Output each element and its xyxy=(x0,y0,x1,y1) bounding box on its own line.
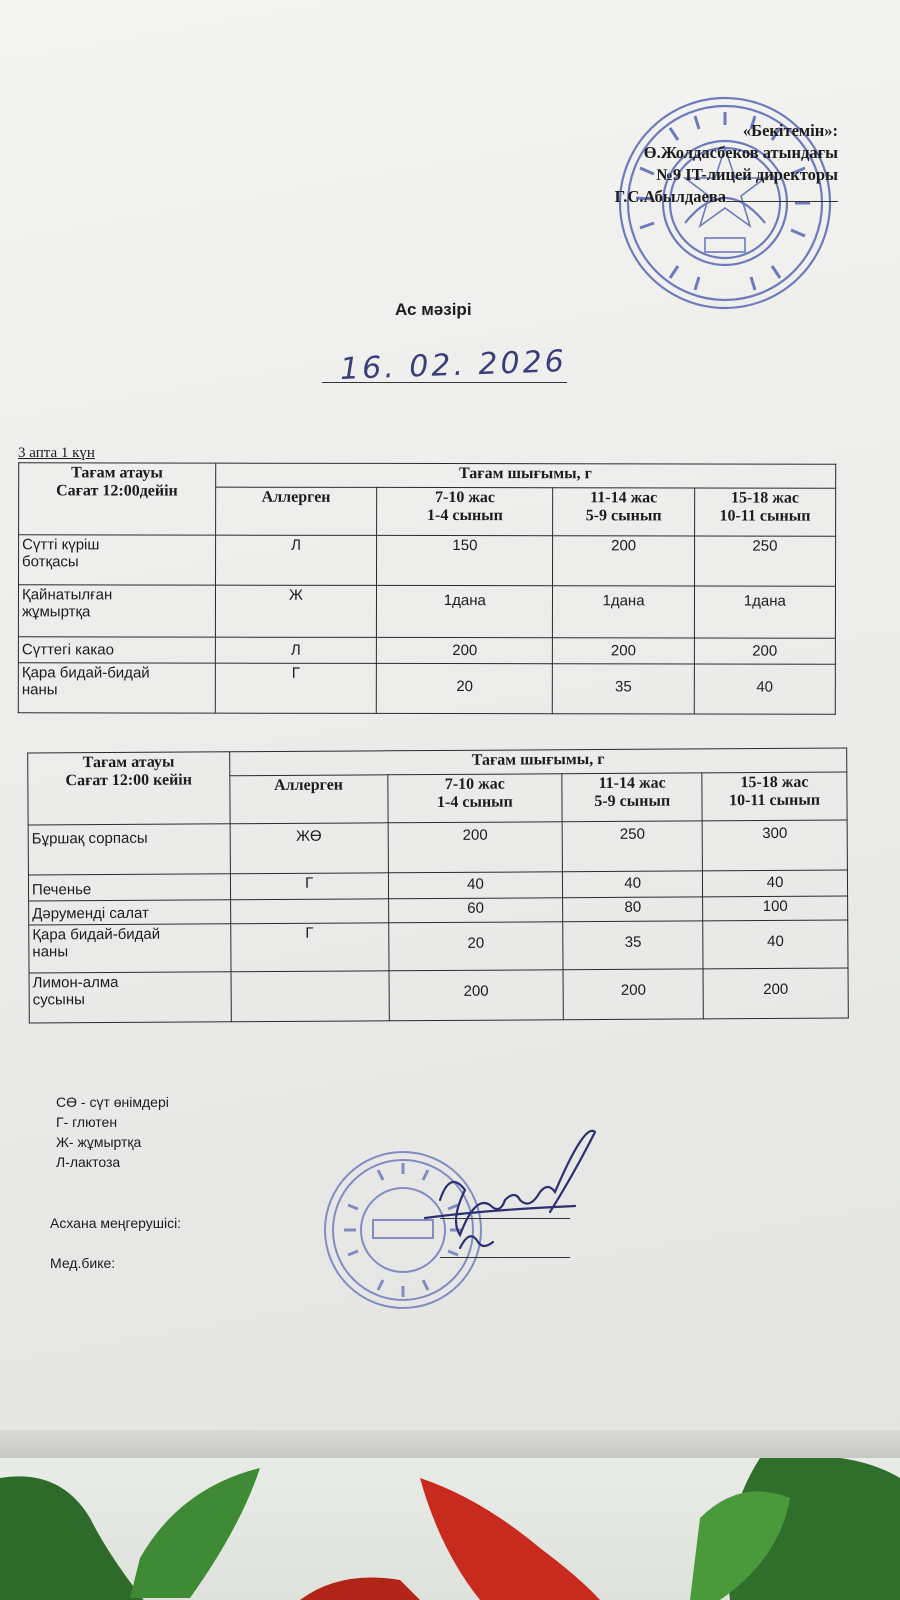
header-output: Тағам шығымы, г xyxy=(215,463,835,488)
header-dish-time: Сағат 12:00 кейін xyxy=(65,771,192,790)
portion-cell: 35 xyxy=(553,664,694,714)
group-age: 11-14 жас xyxy=(590,489,658,507)
dish-name xyxy=(28,874,230,901)
group-age: 11-14 жас xyxy=(598,774,666,793)
portion-cell: 1дана xyxy=(694,586,835,638)
signature-icon xyxy=(420,1120,620,1270)
group-grade: 10-11 сынып xyxy=(719,507,811,525)
header-dish-name xyxy=(28,752,230,825)
header-group-1 xyxy=(377,487,553,535)
allergen-cell: Ж xyxy=(215,585,377,637)
dish-name-line: жұмыртқа xyxy=(21,603,91,621)
portion-cell: 1дана xyxy=(553,586,694,638)
portion-cell: 35 xyxy=(563,921,703,970)
canteen-head-label: Асхана меңгерушісі: xyxy=(50,1215,182,1231)
allergen-cell: Г xyxy=(230,873,388,900)
dish-name-line: Лимон-алма xyxy=(32,973,119,992)
header-allergen: Аллерген xyxy=(215,487,377,535)
group-grade: 5-9 сынып xyxy=(585,507,662,525)
portion-cell: 200 xyxy=(388,822,563,873)
table-row xyxy=(19,535,836,586)
allergen-cell xyxy=(231,971,389,1022)
dish-name-line: Печенье xyxy=(31,881,92,899)
group-age: 7-10 жас xyxy=(434,489,496,507)
allergen-cell: Л xyxy=(215,535,377,585)
header-dish-name xyxy=(19,463,216,535)
allergen-cell: Л xyxy=(215,637,377,663)
portion-cell: 60 xyxy=(388,898,563,923)
dish-name-line: Қара бидай-бидай xyxy=(21,664,150,682)
allergen-legend xyxy=(56,1092,169,1172)
portion-cell: 200 xyxy=(377,637,553,663)
portion-cell: 200 xyxy=(563,969,703,1020)
nurse-label: Мед.бике: xyxy=(50,1255,116,1271)
handwritten-date xyxy=(322,344,572,388)
plant-leaves-icon xyxy=(0,1458,900,1600)
header-dish-title: Тағам атауы xyxy=(82,753,175,772)
portion-cell: 200 xyxy=(389,970,564,1021)
approval-director-name: Г.С.Абылдаева xyxy=(614,187,726,206)
approval-block xyxy=(538,120,838,208)
group-grade: 10-11 сынып xyxy=(729,791,821,810)
header-group-3 xyxy=(694,488,835,536)
dish-name-line: наны xyxy=(32,943,69,961)
portion-cell: 40 xyxy=(694,664,835,714)
portion-cell: 200 xyxy=(694,638,835,664)
approval-heading: «Бекітемін»: xyxy=(742,121,838,140)
header-group-2 xyxy=(553,488,694,536)
header-allergen: Аллерген xyxy=(230,775,388,824)
portion-cell: 40 xyxy=(563,871,703,898)
group-age: 7-10 жас xyxy=(444,775,505,793)
portion-cell: 20 xyxy=(388,922,563,971)
week-label: 3 апта 1 күн xyxy=(18,445,95,461)
table-row xyxy=(29,968,848,1023)
page-title: Ас мәзірі xyxy=(395,300,472,319)
header-dish-time: Сағат 12:00дейін xyxy=(56,482,178,500)
dish-name-line: наны xyxy=(21,681,58,699)
header-group-3 xyxy=(702,772,847,821)
portion-cell: 40 xyxy=(703,920,848,969)
allergen-cell xyxy=(230,899,388,924)
table-row xyxy=(18,637,835,664)
approval-director-row xyxy=(538,186,838,208)
sheet-lower-edge xyxy=(0,1430,900,1458)
portion-cell: 40 xyxy=(703,870,848,897)
dish-name xyxy=(28,824,230,875)
menu-table-after-noon xyxy=(27,747,849,1023)
legend-item: Л-лактоза xyxy=(56,1154,121,1170)
group-grade: 5-9 сынып xyxy=(594,792,671,811)
group-age: 15-18 жас xyxy=(740,773,809,792)
dish-name-line: сусыны xyxy=(32,991,85,1009)
date-text: 16. 02. 2026 xyxy=(339,344,568,387)
portion-cell: 100 xyxy=(703,896,848,921)
dish-name-line: Қара бидай-бидай xyxy=(32,925,161,944)
portion-cell: 1дана xyxy=(377,585,553,637)
group-age: 15-18 жас xyxy=(730,489,800,507)
dish-name-line: Сүттегі какао xyxy=(21,641,114,659)
portion-cell: 200 xyxy=(703,968,848,1019)
header-dish-title: Тағам атауы xyxy=(71,464,163,482)
table-row xyxy=(29,920,848,973)
dish-name-line: Дәруменді салат xyxy=(32,904,149,923)
legend-item: Ж- жұмыртқа xyxy=(56,1134,142,1150)
portion-cell: 300 xyxy=(702,820,847,871)
approval-signature-line xyxy=(726,188,838,202)
dish-name-line: ботқасы xyxy=(22,553,79,571)
portion-cell: 250 xyxy=(562,821,702,872)
allergen-cell: ЖӨ xyxy=(230,823,388,874)
menu-table-before-noon xyxy=(18,462,836,714)
allergen-cell: Г xyxy=(230,923,388,972)
portion-cell: 200 xyxy=(553,536,694,586)
approval-position: №9 IT-лицей директоры xyxy=(656,165,838,184)
dish-name xyxy=(18,637,215,663)
table-row xyxy=(28,820,847,875)
table-row xyxy=(18,585,835,638)
table-row xyxy=(18,663,835,714)
legend-item: СӨ - сүт өнімдері xyxy=(56,1094,169,1110)
dish-name xyxy=(19,535,216,585)
allergen-cell: Г xyxy=(215,663,377,713)
dish-name xyxy=(18,663,215,713)
portion-cell: 80 xyxy=(563,897,703,922)
approval-school: Ө.Жолдасбеков атындағы xyxy=(643,143,838,162)
header-group-1 xyxy=(387,774,562,823)
portion-cell: 200 xyxy=(553,638,694,664)
group-grade: 1-4 сынып xyxy=(436,793,513,812)
portion-cell: 250 xyxy=(694,536,835,586)
dish-name xyxy=(29,900,231,925)
dish-name xyxy=(18,585,215,637)
canteen-head-signature-line xyxy=(440,1218,570,1219)
dish-name xyxy=(29,924,231,973)
nurse-signature-line xyxy=(440,1257,570,1258)
date-underline xyxy=(322,382,567,383)
dish-name-line: Сүтті күріш xyxy=(22,536,100,554)
portion-cell: 20 xyxy=(377,663,553,713)
group-grade: 1-4 сынып xyxy=(427,507,503,525)
portion-cell: 150 xyxy=(377,535,553,585)
dish-name-line: Қайнатылған xyxy=(21,586,113,604)
portion-cell: 40 xyxy=(388,872,563,899)
legend-item: Г- глютен xyxy=(56,1114,118,1130)
background-plants xyxy=(0,1458,900,1600)
header-group-2 xyxy=(562,773,702,822)
dish-name-line: Бұршақ сорпасы xyxy=(31,829,148,848)
header-output: Тағам шығымы, г xyxy=(229,748,846,776)
dish-name xyxy=(29,972,231,1023)
